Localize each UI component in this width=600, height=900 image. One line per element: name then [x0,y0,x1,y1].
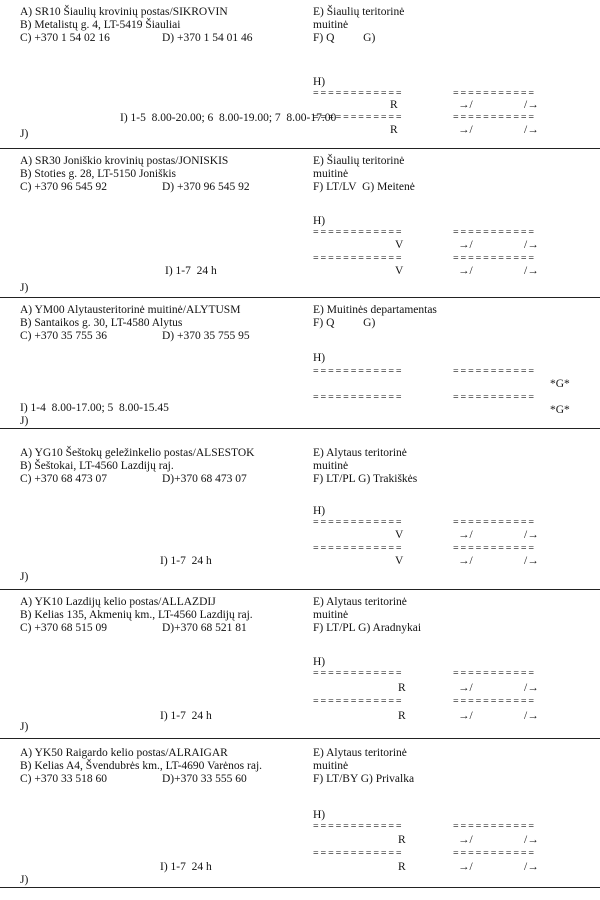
traffic-code: R [398,710,406,722]
entry-arrow-icon: →/ [458,861,473,873]
authority-name-cont: muitinė [313,168,349,180]
exit-arrow-icon: /→ [524,239,539,251]
dash-line: = = = = = = = = = = = = [313,88,402,99]
authority-block [313,6,593,45]
entry-arrow-icon: →/ [458,529,473,541]
dash-line: = = = = = = = = = = = = [313,253,402,264]
fax-number: D) +370 96 545 92 [162,181,250,193]
phone-number: C) +370 33 518 60 [20,773,107,785]
j-label: J) [20,571,29,583]
entry-arrow-icon: →/ [458,555,473,567]
dash-line: = = = = = = = = = = = [453,366,534,377]
post-address: B) Stoties g. 28, LT-5150 Joniškis [20,168,177,180]
traffic-code: R [390,99,398,111]
dash-line: = = = = = = = = = = = [453,253,534,264]
exit-arrow-icon: /→ [524,124,539,136]
opening-hours: I) 1-5 8.00-20.00; 6 8.00-19.00; 7 8.00-17.00 [120,112,337,124]
h-label: H) [313,215,326,227]
j-label: J) [20,128,29,140]
dash-line: = = = = = = = = = = = [453,821,534,832]
post-name: A) YG10 Šeštokų geležinkelio postas/ALSESTOK [20,447,255,459]
post-contact-block [20,155,300,194]
traffic-code: V [395,239,404,251]
h-label: H) [313,352,326,364]
phone-row [20,181,300,194]
fax-number: D)+370 68 473 07 [162,473,247,485]
h-label: H) [313,809,326,821]
fax-number: D) +370 35 755 95 [162,330,250,342]
exit-arrow-icon: /→ [524,529,539,541]
phone-number: C) +370 96 545 92 [20,181,107,193]
entry-arrow-icon: →/ [458,124,473,136]
phone-row [20,473,300,486]
fax-number: D) +370 1 54 01 46 [162,32,253,44]
dash-line: = = = = = = = = = = = = [313,392,402,403]
border-code: F) LT/LV G) Meitenė [313,181,415,193]
traffic-code: *G* [550,378,570,390]
dash-line: = = = = = = = = = = = [453,696,534,707]
dash-line: = = = = = = = = = = = [453,848,534,859]
dash-line: = = = = = = = = = = = = [313,227,402,238]
authority-name-cont: muitinė [313,19,349,31]
opening-hours: I) 1-7 24 h [165,265,217,277]
j-label: J) [20,415,29,427]
dash-line: = = = = = = = = = = = [453,543,534,554]
post-address: B) Šeštokai, LT-4560 Lazdijų raj. [20,460,174,472]
dash-line: = = = = = = = = = = = = [313,517,402,528]
authority-name-cont: muitinė [313,460,349,472]
traffic-code: *G* [550,404,570,416]
post-contact-block [20,304,300,343]
dash-line: = = = = = = = = = = = [453,517,534,528]
traffic-code: R [398,682,406,694]
dash-line: = = = = = = = = = = = [453,392,534,403]
phone-row [20,330,300,343]
entry-arrow-icon: →/ [458,239,473,251]
j-label: J) [20,874,29,886]
j-label: J) [20,721,29,733]
post-address: B) Santaikos g. 30, LT-4580 Alytus [20,317,183,329]
border-code: F) LT/PL G) Trakiškės [313,473,418,485]
dash-line: = = = = = = = = = = = [453,227,534,238]
dash-line: = = = = = = = = = = = [453,112,534,123]
customs-post-entry [0,441,600,590]
traffic-code: R [398,834,406,846]
opening-hours: I) 1-7 24 h [160,710,212,722]
authority-name-cont: muitinė [313,609,349,621]
post-address: B) Kelias 135, Akmenių km., LT-4560 Lazdijų raj. [20,609,253,621]
post-name: A) YK10 Lazdijų kelio postas/ALLAZDIJ [20,596,216,608]
h-label: H) [313,505,326,517]
entry-arrow-icon: →/ [458,682,473,694]
border-code: F) LT/BY G) Privalka [313,773,415,785]
fax-number: D)+370 33 555 60 [162,773,247,785]
authority-block [313,447,593,486]
dash-line: = = = = = = = = = = = [453,88,534,99]
traffic-code: V [395,555,404,567]
authority-block [313,596,593,635]
exit-arrow-icon: /→ [524,834,539,846]
opening-hours: I) 1-7 24 h [160,861,212,873]
post-address: B) Metalistų g. 4, LT-5419 Šiauliai [20,19,181,31]
phone-row [20,622,300,635]
customs-post-entry [0,298,600,429]
phone-number: C) +370 68 515 09 [20,622,107,634]
customs-post-entry [0,149,600,298]
dash-line: = = = = = = = = = = = = [313,112,402,123]
phone-number: C) +370 68 473 07 [20,473,107,485]
post-name: A) YK50 Raigardo kelio postas/ALRAIGAR [20,747,228,759]
phone-row [20,32,300,45]
customs-post-entry [0,590,600,739]
fax-number: D)+370 68 521 81 [162,622,247,634]
post-address: B) Kelias A4, Švendubrės km., LT-4690 Varėnos raj. [20,760,263,772]
dash-line: = = = = = = = = = = = = [313,366,402,377]
exit-arrow-icon: /→ [524,99,539,111]
traffic-code: V [395,265,404,277]
traffic-code: R [398,861,406,873]
post-name: A) SR30 Joniškio krovinių postas/JONISKIS [20,155,229,167]
traffic-code: V [395,529,404,541]
dash-line: = = = = = = = = = = = = [313,696,402,707]
phone-number: C) +370 1 54 02 16 [20,32,110,44]
authority-name: E) Šiaulių teritorinė [313,6,405,18]
authority-block [313,155,593,194]
authority-name-cont: muitinė [313,760,349,772]
exit-arrow-icon: /→ [524,861,539,873]
exit-arrow-icon: /→ [524,265,539,277]
authority-name: E) Alytaus teritorinė [313,596,407,608]
authority-name: E) Muitinės departamentas [313,304,437,316]
border-code: F) Q G) [313,317,376,329]
traffic-code: R [390,124,398,136]
dash-line: = = = = = = = = = = = = [313,668,402,679]
authority-block [313,304,593,330]
exit-arrow-icon: /→ [524,682,539,694]
authority-name: E) Šiaulių teritorinė [313,155,405,167]
post-name: A) YM00 Alytausteritorinė muitinė/ALYTUSM [20,304,241,316]
authority-name: E) Alytaus teritorinė [313,747,407,759]
customs-post-entry [0,0,600,149]
post-name: A) SR10 Šiaulių krovinių postas/SIKROVIN [20,6,228,18]
exit-arrow-icon: /→ [524,710,539,722]
exit-arrow-icon: /→ [524,555,539,567]
dash-line: = = = = = = = = = = = = [313,543,402,554]
post-contact-block [20,447,300,486]
opening-hours: I) 1-7 24 h [160,555,212,567]
phone-row [20,773,300,786]
entry-arrow-icon: →/ [458,710,473,722]
entry-arrow-icon: →/ [458,265,473,277]
phone-number: C) +370 35 755 36 [20,330,107,342]
entry-arrow-icon: →/ [458,99,473,111]
border-code: F) LT/PL G) Aradnykai [313,622,422,634]
authority-block [313,747,593,786]
h-label: H) [313,656,326,668]
authority-name: E) Alytaus teritorinė [313,447,407,459]
post-contact-block [20,747,300,786]
dash-line: = = = = = = = = = = = = [313,821,402,832]
h-label: H) [313,76,326,88]
post-contact-block [20,596,300,635]
dash-line: = = = = = = = = = = = = [313,848,402,859]
post-contact-block [20,6,300,45]
j-label: J) [20,282,29,294]
border-code: F) Q G) [313,32,376,44]
dash-line: = = = = = = = = = = = [453,668,534,679]
entry-arrow-icon: →/ [458,834,473,846]
customs-post-entry [0,741,600,888]
opening-hours: I) 1-4 8.00-17.00; 5 8.00-15.45 [20,402,169,414]
